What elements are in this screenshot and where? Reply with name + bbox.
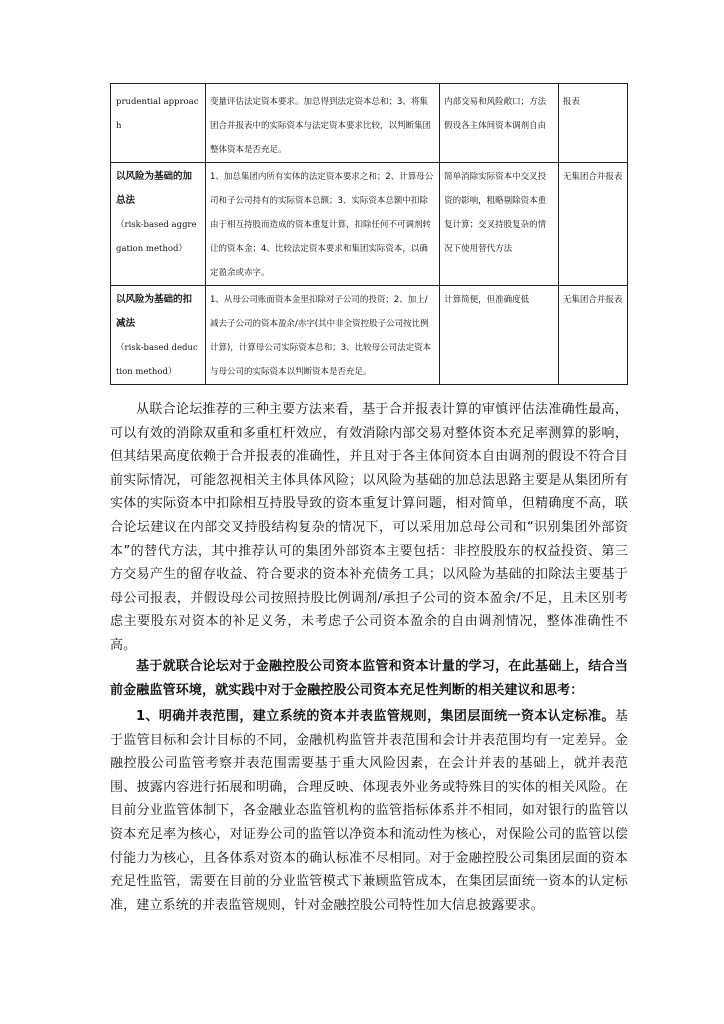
method-feature-cell: 内部交易和风险敞口；方法假设各主体间资本调剂自由: [440, 84, 559, 163]
method-scope-cell: 报表: [558, 84, 627, 163]
paragraph-method-comparison: 从联合论坛推荐的三种主要方法来看，基于合并报表计算的审慎评估法准确性最高，可以有效的消除双重和多重杠杆效应，有效消除内部交易对整体资本充足率测算的影响，但其结果高度依赖于合并报表的准确性，并且对于各主体间资本自由调剂的假设不符合目前实际情况，可能忽视相关主体具体风险；以风险为基础的加总法思路主要是从集团所有实体的实际资本中扣除相互持股导致的资本重复计算问题，相对简单，但精确度不高，联合论坛建议在内部交叉持股结构复杂的情况下，可以采用加总母公司和“识别集团外部资本”的替代方法，其中推荐认可的集团外部资本主要包括：非控股股东的权益投资、第三方交易产生的留存收益、符合要求的资本补充债务工具；以风险为基础的扣除法主要基于母公司报表，并假设母公司按照持股比例调剂/承担子公司的资本盈余/不足，且未区别考虑主要股东对资本的补足义务，未考虑子公司资本盈余的自由调剂情况，整体准确性不高。: [110, 402, 628, 653]
method-feature-cell: 计算简便，但准确度低: [440, 286, 559, 385]
paragraph-recommendation-1: [110, 705, 628, 917]
method-en: prudential approach: [116, 97, 199, 131]
method-name-cell: [111, 84, 206, 163]
method-en: （risk-based deduction method）: [116, 343, 198, 377]
method-name-cell: [111, 286, 206, 385]
method-cn: 以风险为基础的加总法: [116, 171, 193, 206]
method-description-cell: 变量评估法定资本要求。加总得到法定资本总和；3、将集团合并报表中的实际资本与法定资本要求比较，以判断集团整体资本是否充足。: [205, 84, 439, 163]
method-en: （risk-based aggregation method）: [116, 220, 197, 254]
method-name-cell: [111, 163, 206, 286]
methods-table: [110, 83, 628, 385]
method-scope-cell: 无集团合并报表: [558, 286, 627, 385]
paragraph-recommendations-intro: 基于就联合论坛对于金融控股公司资本监管和资本计量的学习，在此基础上，结合当前金融监管环境，就实践中对于金融控股公司资本充足性判断的相关建议和思考：: [110, 659, 628, 698]
table-row: [111, 84, 628, 163]
method-description-cell: 1、加总集团内所有实体的法定资本要求之和；2、计算母公司和子公司持有的实际资本总额；3、实际资本总额中扣除由于相互持股而造成的资本重复计算，扣除任何不可调剂转让的资本金；4、比较法定资本要求和集团实际资本，以确定盈余或赤字。: [205, 163, 439, 286]
method-cn: 以风险为基础的扣减法: [116, 294, 193, 329]
method-feature-cell: 简单消除实际资本中交叉投资的影响，粗略剔除资本重复计算；交叉持股复杂的情况下使用替代方法: [440, 163, 559, 286]
recommendation-1-heading: 1、明确并表范围，建立系统的资本并表监管规则，集团层面统一资本认定标准。: [136, 709, 615, 724]
method-description-cell: 1、从母公司账面资本金里扣除对子公司的投资；2、加上/减去子公司的资本盈余/赤字(其中非全资控股子公司按比例计算)，计算母公司实际资本总和；3、比较母公司法定资本与母公司的实际资本以判断资本是否充足。: [205, 286, 439, 385]
method-scope-cell: 无集团合并报表: [558, 163, 627, 286]
table-row: [111, 286, 628, 385]
recommendation-1-body: 基于监管目标和会计目标的不同，金融机构监管并表范围和会计并表范围均有一定差异。金融控股公司监管考察并表范围需要基于重大风险因素，在会计并表的基础上，就并表范围、披露内容进行拓展和明确，合理反映、体现表外业务或特殊目的实体的相关风险。在目前分业监管体制下，各金融业态监管机构的监管指标体系并不相同，如对银行的监管以资本充足率为核心，对证券公司的监管以净资本和流动性为核心，对保险公司的监管以偿付能力为核心，且各体系对资本的确认标准不尽相同。对于金融控股公司集团层面的资本充足性监管，需要在目前的分业监管模式下兼顾监管成本，在集团层面统一资本的认定标准，建立系统的并表监管规则，针对金融控股公司特性加大信息披露要求。: [110, 709, 628, 913]
table-row: [111, 163, 628, 286]
